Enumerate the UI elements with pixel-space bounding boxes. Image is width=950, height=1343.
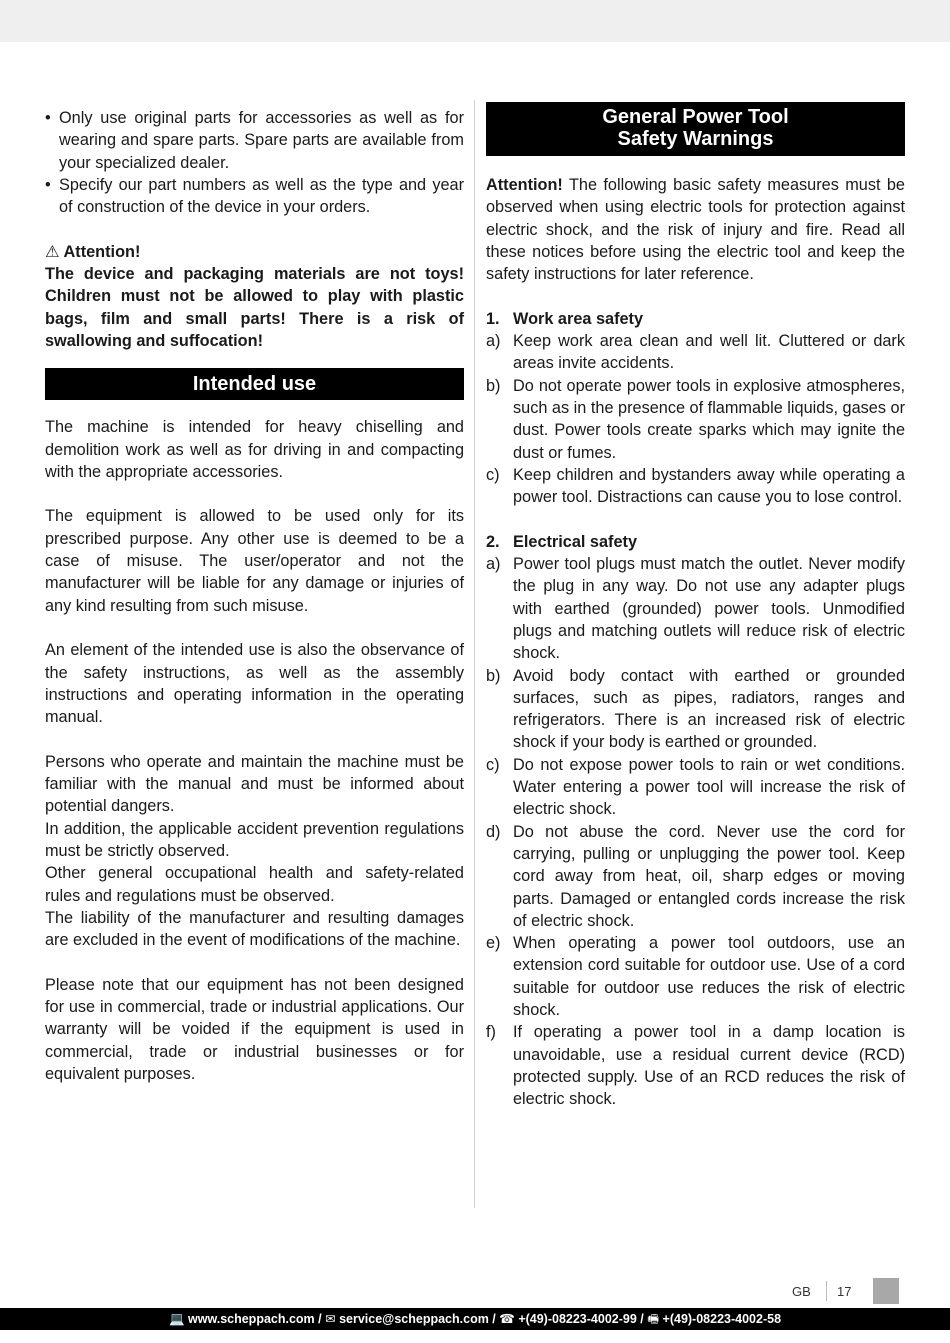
item-text: When operating a power tool outdoors, use an extension cord suitable for outdoor use. Use of a cord suitable for outdoor use reduces the risk of electric shock. xyxy=(513,934,905,1019)
section-title-text: Work area safety xyxy=(513,309,644,328)
email-link[interactable]: service@scheppach.com xyxy=(339,1312,489,1326)
paragraph: An element of the intended use is also the observance of the safety instructions, as well as the assembly instructions and operating information in the operating manual. xyxy=(45,641,464,727)
warning-title-text: Attention! xyxy=(63,242,141,261)
warning-text: The device and packaging materials are not toys! Children must not be allowed to play with plastic bags, film and small parts! There is a risk of swallowing and suffocation! xyxy=(45,265,464,350)
intro-attention: Attention! xyxy=(486,176,563,194)
list-item xyxy=(486,330,905,375)
footer-separator: / xyxy=(314,1312,326,1326)
page-separator xyxy=(826,1281,827,1301)
item-letter: e) xyxy=(486,934,501,953)
list-item xyxy=(486,932,905,1021)
intro-text: The following basic safety measures must be observed when using electric tools for protection against electric shock, and the risk of injury and fire. Read all these notices before using the electric tool and keep the safety instructions for later reference. xyxy=(486,176,905,284)
contact-footer-bar xyxy=(0,1308,950,1330)
item-text: Keep work area clean and well lit. Cluttered or dark areas invite accidents. xyxy=(513,332,905,373)
item-letter: c) xyxy=(486,465,500,484)
top-margin-band xyxy=(0,0,950,42)
paragraph: The liability of the manufacturer and resulting damages are excluded in the event of modifications of the machine. xyxy=(45,908,464,950)
section-number: 2. xyxy=(486,532,500,551)
parts-bullet-list xyxy=(45,107,464,218)
safety-warnings-heading xyxy=(486,102,905,156)
paragraph: The machine is intended for heavy chiselling and demolition work as well as for driving in and compacting with the appropriate accessories. xyxy=(45,418,464,481)
paragraph: Please note that our equipment has not been designed for use in commercial, trade or industrial applications. Our warranty will be voided if the equipment is used in commercial, trade or industrial businesses or for equivalent purposes. xyxy=(45,975,464,1083)
mail-icon: ✉ xyxy=(325,1312,336,1326)
list-item xyxy=(486,754,905,821)
item-letter: d) xyxy=(486,822,501,841)
computer-icon: 💻 xyxy=(168,1312,185,1326)
fax-number: +(49)-08223-4002-58 xyxy=(662,1312,782,1326)
item-letter: f) xyxy=(486,1023,496,1042)
list-item xyxy=(486,665,905,754)
page-marker-box xyxy=(873,1278,899,1304)
item-letter: c) xyxy=(486,755,500,774)
item-text: Do not abuse the cord. Never use the cord for carrying, pulling or unplugging the power tool. Keep cord away from heat, oil, sharp edges or moving parts. Damaged or entangled cords increase the risk of electric shock. xyxy=(513,822,905,930)
paragraph: Other general occupational health and safety-related rules and regulations must be observed. xyxy=(45,864,464,905)
page-number: 17 xyxy=(837,1284,852,1299)
item-letter: b) xyxy=(486,666,501,685)
item-letter: a) xyxy=(486,555,501,574)
paragraph: Persons who operate and maintain the machine must be familiar with the manual and must be informed about potential dangers. xyxy=(45,752,464,816)
list-item xyxy=(486,375,905,464)
column-divider xyxy=(474,100,475,1208)
paragraph: The equipment is allowed to be used only for its prescribed purpose. Any other use is deemed to be a case of misuse. The user/operator and not the manufacturer will be liable for any damage or injuries of any kind resulting from such misuse. xyxy=(45,507,464,615)
phone-icon: ☎ xyxy=(499,1312,515,1326)
item-text: Keep children and bystanders away while operating a power tool. Distractions can cause you to lose control. xyxy=(513,465,905,507)
heading-line: Safety Warnings xyxy=(617,128,774,150)
section-title xyxy=(486,308,905,330)
list-item xyxy=(486,464,905,509)
section-title xyxy=(486,531,905,553)
language-code: GB xyxy=(792,1284,811,1299)
bullet-item: • Specify our part numbers as well as the type and year of construction of the device in your orders. xyxy=(45,174,464,219)
list-item xyxy=(486,1021,905,1110)
item-letter: a) xyxy=(486,332,501,351)
bullet-item: • Only use original parts for accessories as well as for wearing and spare parts. Spare parts are available from your specialized dealer. xyxy=(45,107,464,174)
warning-triangle-icon: ⚠ xyxy=(45,242,60,261)
left-column xyxy=(45,107,464,1085)
intro-paragraph xyxy=(486,174,905,285)
footer-separator: / xyxy=(488,1312,500,1326)
list-item xyxy=(486,821,905,932)
phone-number: +(49)-08223-4002-99 xyxy=(518,1312,637,1326)
paragraph: In addition, the applicable accident prevention regulations must be strictly observed. xyxy=(45,819,464,860)
website-link[interactable]: www.scheppach.com xyxy=(188,1312,315,1326)
item-text: Do not expose power tools to rain or wet conditions. Water entering a power tool will increase the risk of electric shock. xyxy=(513,755,905,819)
heading-line: General Power Tool xyxy=(602,106,789,128)
item-text: If operating a power tool in a damp location is unavoidable, use a residual current device (RCD) protected supply. Use of an RCD reduces the risk of electric shock. xyxy=(513,1023,905,1109)
footer-separator: / xyxy=(636,1312,648,1326)
intended-use-heading: Intended use xyxy=(45,368,464,400)
section-title-text: Electrical safety xyxy=(513,532,637,551)
item-letter: b) xyxy=(486,376,501,395)
right-column xyxy=(486,174,905,1110)
section-number: 1. xyxy=(486,309,500,328)
item-text: Avoid body contact with earthed or grounded surfaces, such as pipes, radiators, ranges and refrigerators. There is an increased risk of electric shock if your body is earthed or grounded. xyxy=(513,666,905,752)
warning-title xyxy=(45,241,464,263)
item-text: Power tool plugs must match the outlet. Never modify the plug in any way. Do not use any adapter plugs with earthed (grounded) power tools. Unmodified plugs and matching outlets will reduce risk of electric shock. xyxy=(513,555,905,663)
fax-icon: 🖷 xyxy=(647,1312,660,1326)
item-text: Do not operate power tools in explosive atmospheres, such as in the presence of flammable liquids, gases or dust. Power tools create sparks which may ignite the dust or fumes. xyxy=(513,376,905,462)
list-item xyxy=(486,553,905,664)
